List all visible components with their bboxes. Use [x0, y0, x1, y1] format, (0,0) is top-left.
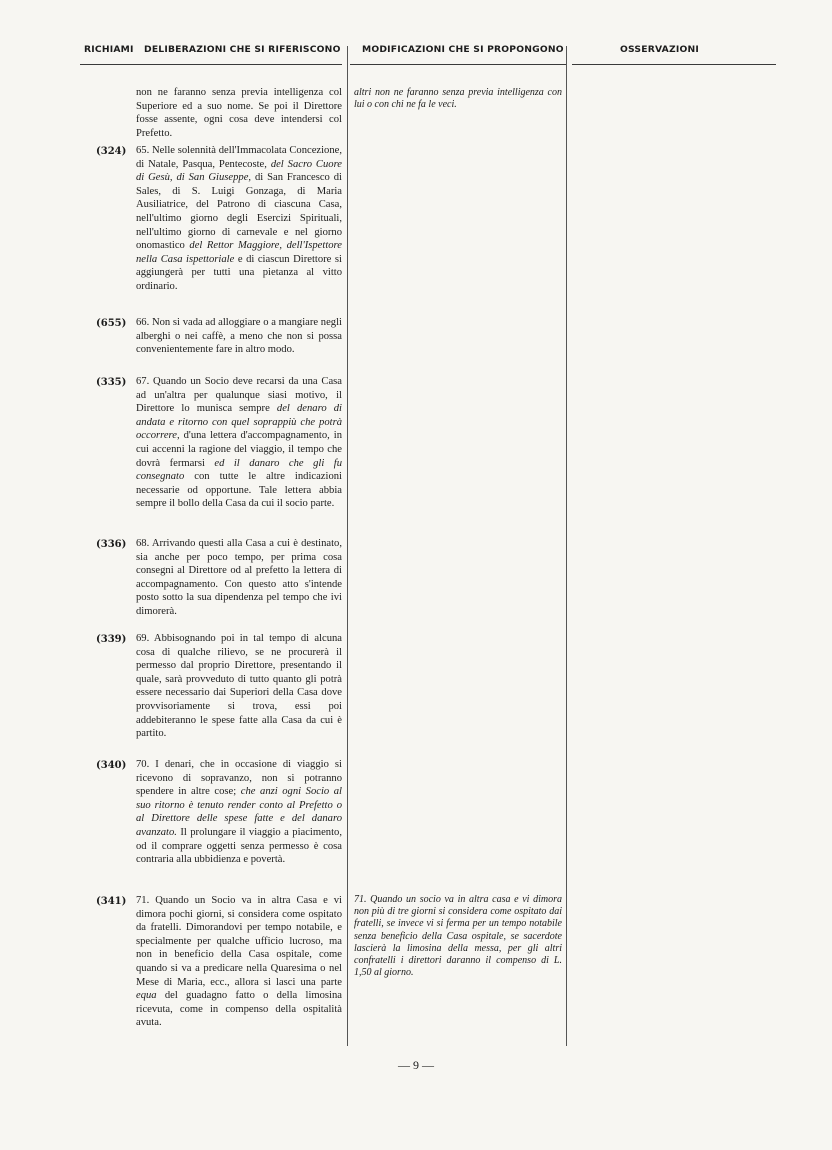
paragraph-70	[136, 758, 342, 867]
paragraph-67	[136, 375, 342, 511]
reference-marker: (655)	[96, 318, 127, 329]
column-divider-1	[347, 46, 348, 1046]
paragraph-text: Il prolungare il viaggio a piacimento, od il comprare oggetti senza permesso è cosa contraria alla ubbidienza e povertà.	[136, 826, 342, 866]
page-number: — 9 —	[398, 1058, 434, 1072]
paragraph-text: di San Francesco di Sales, di S. Luigi Gonzaga, di Maria Ausiliatrice, del Patrono di ciascuna Casa, nell'ultimo giorno degli Esercizi Spirituali, nell'ultimo giorno di carnevale e nel giorno onomastico	[136, 172, 342, 252]
reference-marker: (340)	[96, 760, 127, 771]
paragraph-text: del guadagno fatto o della limosina ricevuta, come in compenso della ospitalità avuta.	[136, 990, 342, 1029]
paragraph-text: 70. I denari, che in occasione di viaggio si ricevono di sopravanzo, non si potranno spendere in altre cose;	[136, 759, 342, 798]
paragraph-italic: equa	[136, 990, 157, 1002]
paragraph-text: 71. Quando un Socio va in altra Casa e vi dimora pochi giorni, si considera come ospitato da fratelli. Dimorandovi per tempo notabile, e specialmente per qualche ufficio lucroso, ma non in beneficio della Casa ospitale, come quando si va a predicare nella Quaresima o nel Mese di Maria, ecc., allora si lasci una parte	[136, 895, 342, 988]
paragraph-italic: che anzi ogni Socio al suo ritorno è tenuto render conto al Prefetto o al Direttore delle spese fatte e del danaro avanzato.	[136, 786, 342, 838]
paragraph-text: 67. Quando un Socio deve recarsi da una Casa ad un'altra per qualunque siasi motivo, il Direttore lo munisca sempre	[136, 376, 342, 415]
modification-1: altri non ne faranno senza previa intelligenza con lui o con chi ne fa le veci.	[354, 87, 562, 111]
header-richiami: RICHIAMI	[84, 44, 134, 55]
header-rule-left	[80, 64, 342, 65]
column-header-row	[0, 44, 832, 62]
paragraph-66	[136, 316, 342, 357]
paragraph-69	[136, 632, 342, 741]
paragraph-text: 68. Arrivando questi alla Casa a cui è destinato, sia anche per poco tempo, per prima cosa consegni al Direttore od al prefetto la lettera di accompagnamento. Con questo atto s'intende posto sotto la sua dipendenza pel tempo che ivi dimorerà.	[136, 538, 342, 617]
paragraph-text: 66. Non si vada ad alloggiare o a mangiare negli alberghi o nei caffè, a meno che non si possa convenientemente fare in altro modo.	[136, 317, 342, 356]
paragraph-65	[136, 144, 342, 294]
header-rule-middle	[350, 64, 566, 65]
paragraph-71	[136, 894, 342, 1030]
header-modificazioni: MODIFICAZIONI CHE SI PROPONGONO	[362, 44, 564, 55]
paragraph-continuation	[136, 86, 342, 140]
reference-marker: (335)	[96, 377, 127, 388]
header-rule-right	[572, 64, 776, 65]
reference-marker: (324)	[96, 146, 127, 157]
paragraph-italic: del Sacro Cuore di Gesù, di San Giuseppe,	[136, 158, 342, 184]
reference-marker: (336)	[96, 539, 127, 550]
paragraph-text: 69. Abbisognando poi in tal tempo di alcuna cosa di qualche rilievo, se ne procurerà il permesso dal proprio Direttore, presentando il quale, sarà provveduto di tutto quanto gli potrà essere necessario dai Superiori della Casa dove provvisoriamente si trova, essi poi addebiteranno le spese fatte alla Casa da cui è partito.	[136, 633, 342, 740]
reference-marker: (339)	[96, 634, 127, 645]
paragraph-italic: del denaro di andata e ritorno con quel soprappiù che potrà occorrere,	[136, 403, 342, 442]
paragraph-italic: del Rettor Maggiore, dell'Ispettore nella Casa ispettoriale	[136, 240, 342, 265]
paragraph-68	[136, 537, 342, 619]
modification-71: 71. Quando un socio va in altra casa e vi dimora non più di tre giorni si considera come ospitato dai fratelli, se invece vi si ferma per un tempo notabile senza beneficio della Casa ospitale, se sacerdote lascierà la limosina della messa, per gli altri confratelli i direttori daranno il compenso di L. 1,50 al giorno.	[354, 894, 562, 979]
reference-marker: (341)	[96, 896, 127, 907]
paragraph-text: 65. Nelle solennità dell'Immacolata Concezione, di Natale, Pasqua, Pentecoste,	[136, 145, 342, 170]
column-divider-2	[566, 46, 567, 1046]
paragraph-text: non ne faranno senza previa intelligenza col Superiore ed a suo nome. Se poi il Direttore fosse assente, ogni cosa deve intendersi col Prefetto.	[136, 87, 342, 139]
paragraph-text: d'una lettera d'accompagnamento, in cui accenni la ragione del viaggio, il tempo che dovrà fermarsi	[136, 430, 342, 469]
paragraph-text: e di ciascun Direttore si aggiungerà per tutti una pietanza al vitto ordinario.	[136, 253, 342, 292]
header-osservazioni: OSSERVAZIONI	[620, 44, 699, 55]
header-deliberazioni: DELIBERAZIONI CHE SI RIFERISCONO	[144, 44, 341, 55]
paragraph-italic: ed il danaro che gli fu consegnato	[136, 457, 342, 483]
paragraph-text: con tutte le altre indicazioni necessarie od opportune. Tale lettera abbia sempre il bollo della Casa da cui il socio parte.	[136, 471, 342, 510]
